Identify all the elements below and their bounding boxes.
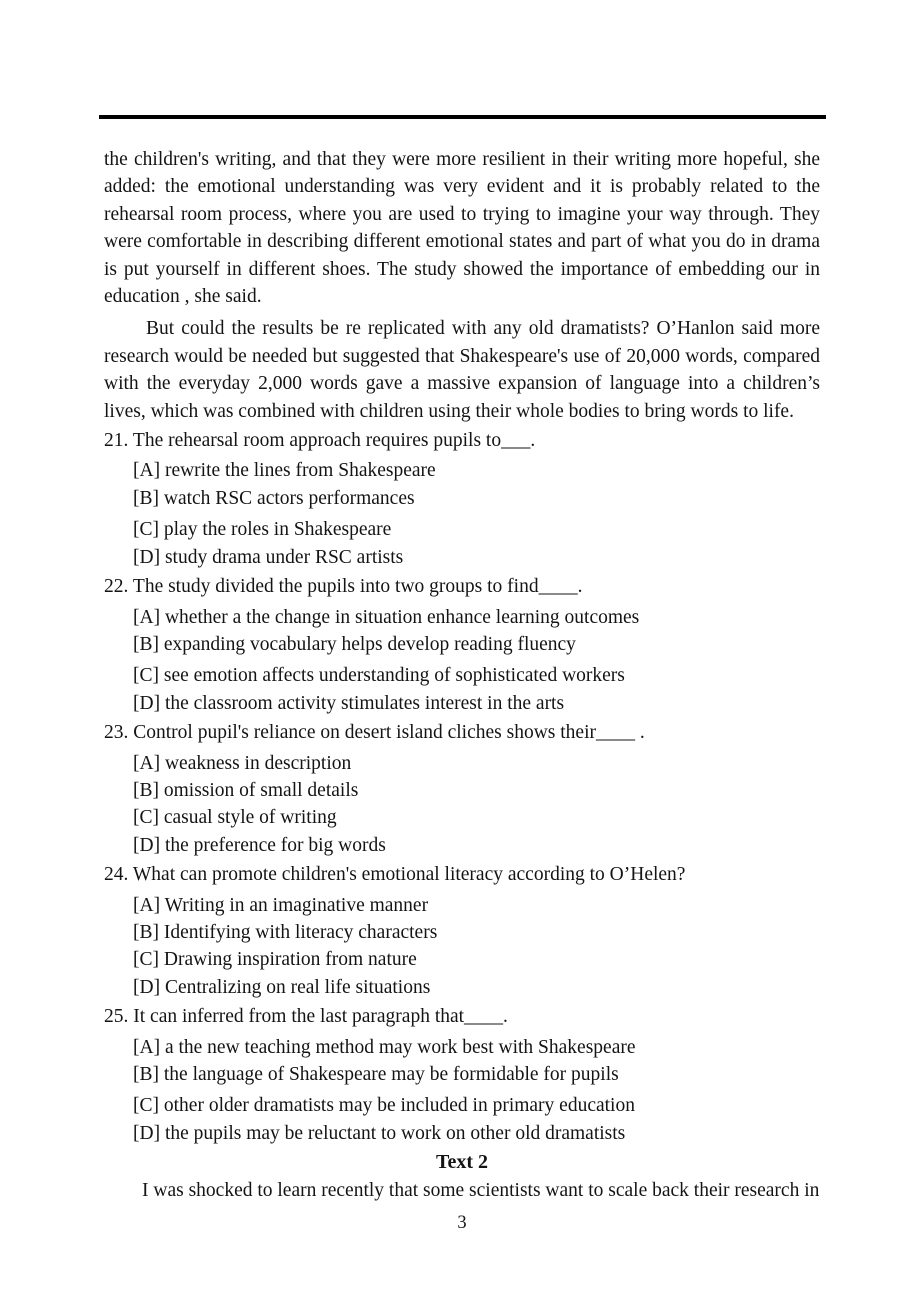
- question-option: [104, 750, 820, 777]
- option-text: the language of Shakespeare may be formidable for pupils: [163, 1064, 619, 1085]
- body-paragraph: I was shocked to learn recently that some scientists want to scale back their research in: [142, 1179, 820, 1201]
- question-option: [104, 485, 820, 512]
- option-label: [B]: [133, 779, 159, 801]
- page-number: 3: [457, 1213, 467, 1233]
- question-stem: [104, 719, 820, 746]
- option-label: [B]: [133, 1064, 159, 1085]
- option-label: [A]: [133, 606, 161, 628]
- header-rule: [99, 115, 826, 119]
- question-text: The rehearsal room approach requires pupils to___.: [132, 430, 536, 452]
- option-label: [C]: [133, 1095, 159, 1117]
- option-text: the pupils may be reluctant to work on other old dramatists: [164, 1122, 626, 1144]
- option-text: study drama under RSC artists: [164, 546, 404, 568]
- question-text: What can promote children's emotional literacy according to O’Helen?: [132, 864, 686, 886]
- question-option: [104, 1092, 820, 1119]
- option-text: other older dramatists may be included in primary education: [163, 1095, 635, 1117]
- option-label: [A]: [133, 1036, 161, 1058]
- body-paragraph: But could the results be re replicated with any old dramatists? O’Hanlon said more research would be needed but suggested that Shakespeare's use of 20,000 words, compared with the everyday 2,000 words gave a massive expansion of language into a children’s lives, which was combined with children using their whole bodies to bring words to life.: [104, 318, 820, 422]
- option-text: a the new teaching method may work best with Shakespeare: [164, 1036, 636, 1058]
- question-24: [104, 861, 820, 1001]
- option-label: [C]: [133, 949, 159, 971]
- question-text: Control pupil's reliance on desert island cliches shows their____ .: [133, 722, 645, 744]
- option-label: [D]: [133, 1122, 161, 1144]
- question-option: [104, 544, 820, 571]
- question-number: 24.: [104, 864, 129, 886]
- question-option: [104, 457, 820, 484]
- option-label: [B]: [133, 633, 159, 655]
- option-text: Identifying with literacy characters: [163, 921, 438, 943]
- question-option: [104, 919, 820, 946]
- body-paragraph: the children's writing, and that they were more resilient in their writing more hopeful, she added: the emotional understanding was very evident and it is probably related to the rehearsal room process, where you are used to trying to imagine your way through. They were comfortable in describing different emotional states and part of what you do in drama is put yourself in different shoes. The study showed the importance of embedding our in education , she said.: [104, 149, 820, 308]
- question-stem: [104, 861, 820, 888]
- option-label: [A]: [133, 752, 161, 774]
- page-content: [104, 146, 820, 1204]
- question-option: [104, 892, 820, 919]
- option-label: [D]: [133, 546, 161, 568]
- option-text: casual style of writing: [163, 807, 337, 829]
- option-label: [D]: [133, 976, 161, 998]
- question-23: [104, 719, 820, 859]
- question-stem: [104, 573, 820, 600]
- option-text: Centralizing on real life situations: [164, 976, 431, 998]
- option-text: watch RSC actors performances: [163, 487, 415, 509]
- question-option: [104, 1120, 820, 1147]
- question-stem: [104, 427, 820, 454]
- option-label: [B]: [133, 921, 159, 943]
- question-stem: [104, 1003, 820, 1030]
- option-label: [C]: [133, 519, 159, 541]
- question-number: 22.: [104, 576, 129, 598]
- option-label: [D]: [133, 692, 161, 714]
- option-label: [B]: [133, 487, 159, 509]
- option-text: rewrite the lines from Shakespeare: [164, 460, 436, 482]
- question-option: [104, 832, 820, 859]
- question-option: [104, 662, 820, 689]
- question-option: [104, 604, 820, 631]
- option-text: weakness in description: [164, 752, 352, 774]
- option-text: the classroom activity stimulates interest in the arts: [164, 692, 565, 714]
- option-text: the preference for big words: [164, 834, 386, 856]
- section-heading: Text 2: [435, 1151, 489, 1174]
- question-option: [104, 516, 820, 543]
- question-number: 21.: [104, 430, 129, 452]
- option-text: whether a the change in situation enhance learning outcomes: [164, 606, 640, 628]
- question-option: [104, 804, 820, 831]
- option-text: Writing in an imaginative manner: [164, 894, 429, 916]
- question-option: [104, 777, 820, 804]
- question-number: 23.: [104, 722, 129, 744]
- option-label: [C]: [133, 665, 159, 687]
- question-option: [104, 1061, 820, 1088]
- question-option: [104, 631, 820, 658]
- option-label: [C]: [133, 807, 159, 829]
- question-22: [104, 573, 820, 717]
- question-option: [104, 974, 820, 1001]
- option-text: play the roles in Shakespeare: [163, 519, 392, 541]
- question-text: The study divided the pupils into two groups to find____.: [132, 576, 583, 598]
- question-25: [104, 1003, 820, 1147]
- option-label: [A]: [133, 460, 161, 482]
- question-option: [104, 1034, 820, 1061]
- option-text: omission of small details: [163, 779, 359, 801]
- option-text: see emotion affects understanding of sophisticated workers: [163, 665, 625, 687]
- option-text: Drawing inspiration from nature: [163, 949, 417, 971]
- question-21: [104, 427, 820, 571]
- option-label: [A]: [133, 894, 161, 916]
- question-number: 25.: [104, 1006, 129, 1028]
- option-text: expanding vocabulary helps develop reading fluency: [163, 633, 576, 655]
- question-option: [104, 690, 820, 717]
- question-option: [104, 946, 820, 973]
- option-label: [D]: [133, 834, 161, 856]
- question-text: It can inferred from the last paragraph that____.: [133, 1006, 508, 1028]
